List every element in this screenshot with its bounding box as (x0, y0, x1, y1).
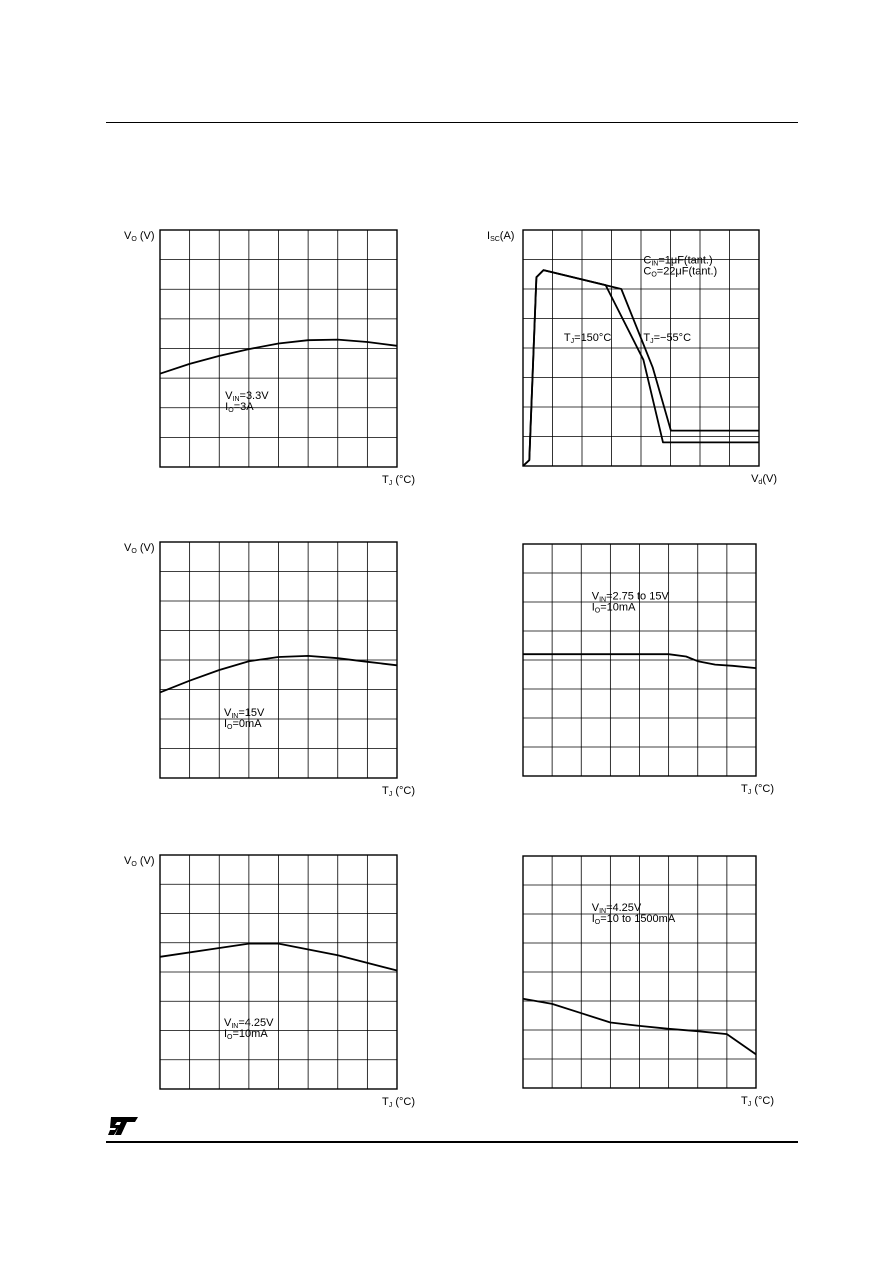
annotation-text: VIN=3.3V (225, 389, 269, 403)
chart-4 (124, 855, 415, 1109)
x-axis-label: TJ (°C) (382, 1096, 415, 1109)
annotation-text: VIN=4.25V (591, 902, 642, 916)
chart-0 (124, 230, 415, 487)
chart-2 (124, 542, 415, 798)
annotation-text: CO=22μF(tant.) (643, 265, 718, 279)
annotation-text: CIN=1μF(tant.) (643, 254, 713, 268)
annotation-text: IO=0mA (223, 718, 262, 732)
annotation-text: VIN=15V (223, 707, 265, 721)
annotation-text: IO=10mA (591, 601, 636, 615)
x-axis-label: TJ (°C) (741, 1095, 774, 1108)
chart-1 (487, 230, 777, 486)
y-axis-label: VO (V) (124, 542, 155, 555)
annotation-text: TJ=150°C (563, 331, 612, 345)
y-axis-label: ISC(A) (487, 230, 515, 243)
chart-3 (523, 544, 774, 796)
annotation-text: TJ=−55°C (643, 331, 692, 345)
x-axis-label: TJ (°C) (382, 474, 415, 487)
x-axis-label: Vd(V) (751, 473, 777, 486)
annotation-text: VIN=4.25V (223, 1017, 274, 1031)
y-axis-label: VO (V) (124, 855, 155, 868)
annotation-text: VIN=2.75 to 15V (591, 590, 669, 604)
st-logo-icon (106, 1115, 142, 1137)
footer-rule (106, 1141, 798, 1143)
chart-5 (523, 856, 774, 1108)
y-axis-label: VO (V) (124, 230, 155, 243)
annotation-text: IO=10mA (223, 1028, 268, 1042)
annotation-text: IO=3A (225, 400, 254, 414)
x-axis-label: TJ (°C) (741, 783, 774, 796)
x-axis-label: TJ (°C) (382, 785, 415, 798)
annotation-text: IO=10 to 1500mA (591, 913, 676, 927)
